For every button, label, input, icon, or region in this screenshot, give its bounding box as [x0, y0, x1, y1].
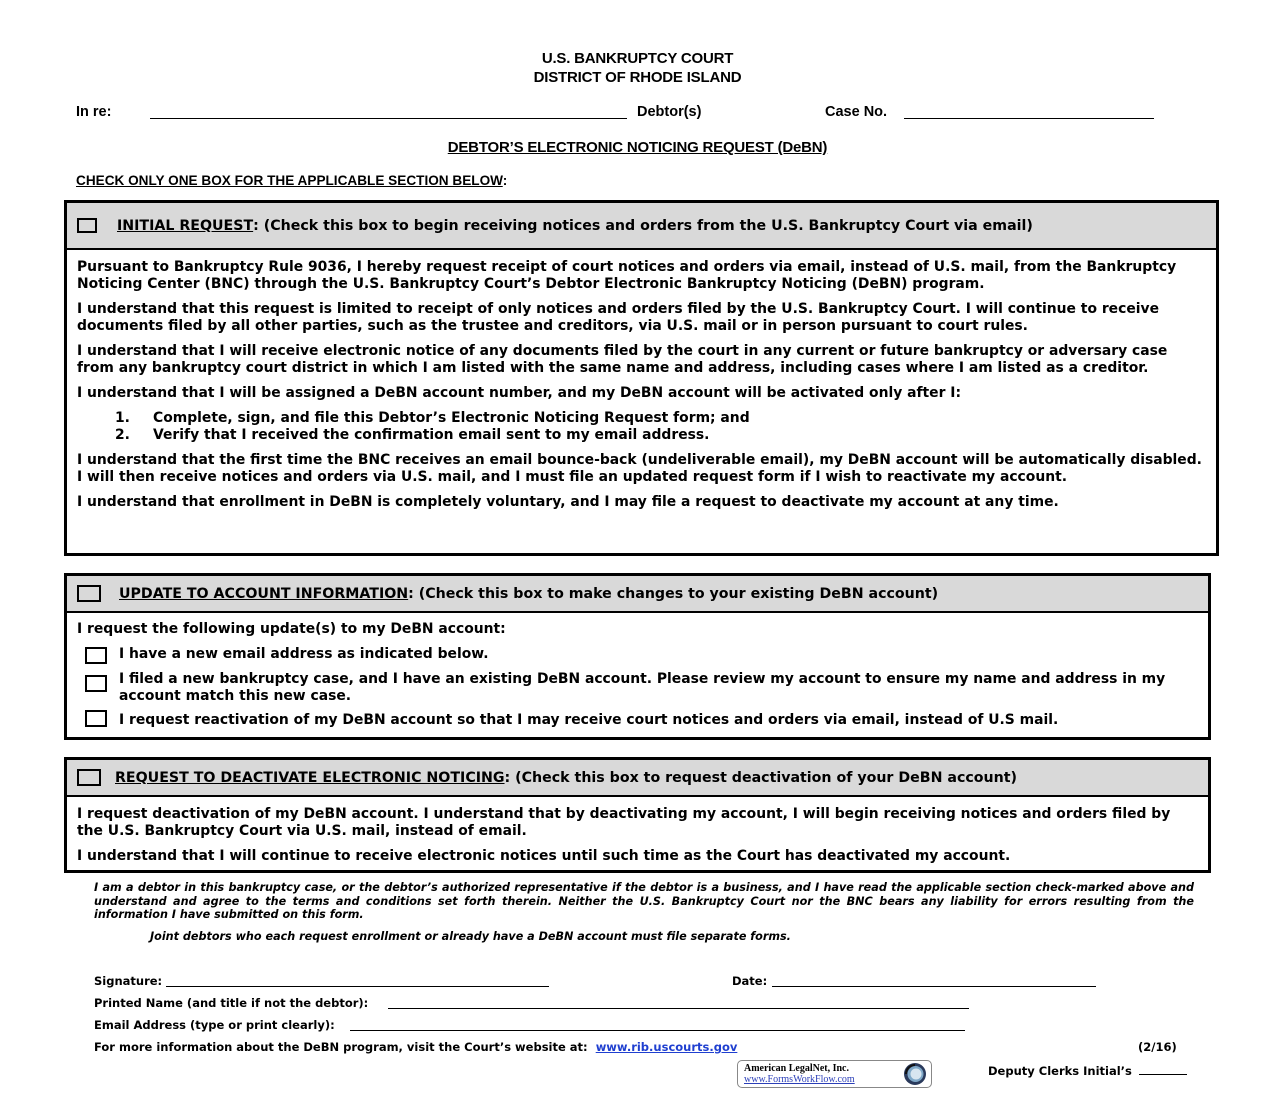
- globe-logo-icon: [903, 1062, 927, 1086]
- email-field[interactable]: [350, 1017, 965, 1031]
- update-account-body: [67, 613, 1208, 729]
- deactivate-section: [64, 757, 1211, 873]
- instruction: CHECK ONLY ONE BOX FOR THE APPLICABLE SECTION BELOW:: [76, 173, 508, 188]
- deactivate-body: [67, 797, 1208, 865]
- update-option-reactivate: I request reactivation of my DeBN account so that I may receive court notices and orders via email, instead of U.S mail.: [77, 712, 1198, 729]
- printed-name-label: Printed Name (and title if not the debtor):: [94, 996, 369, 1010]
- date-label: Date:: [732, 974, 768, 988]
- initial-request-section: [64, 200, 1219, 556]
- in-re-field[interactable]: [150, 104, 627, 119]
- paragraph: Pursuant to Bankruptcy Rule 9036, I hereby request receipt of court notices and orders via email, instead of U.S. mail, from the Bankruptcy Noticing Center (BNC) through the U.S. Bankruptcy Court’s Debtor Electronic Bankruptcy Noticing (DeBN) program.: [77, 259, 1177, 292]
- paragraph: I understand that I will receive electronic notice of any documents filed by the court in any current or future bankruptcy or adversary case from any bankruptcy court district in which I am listed with the same name and address, including cases where I am listed as a creditor.: [77, 343, 1168, 376]
- update-account-title: UPDATE TO ACCOUNT INFORMATION: [119, 585, 409, 602]
- new-email-checkbox[interactable]: [85, 647, 107, 664]
- watermark-url[interactable]: www.FormsWorkFlow.com: [744, 1074, 855, 1085]
- court-district: DISTRICT OF RHODE ISLAND: [533, 69, 742, 86]
- revision-date: (2/16): [1138, 1040, 1177, 1054]
- deactivate-title: REQUEST TO DEACTIVATE ELECTRONIC NOTICING: [115, 769, 505, 786]
- initial-request-body: [67, 250, 1216, 511]
- deactivate-desc: : (Check this box to request deactivation of your DeBN account): [504, 769, 1017, 786]
- court-name: U.S. BANKRUPTCY COURT: [541, 50, 734, 67]
- deactivate-checkbox[interactable]: [77, 769, 101, 786]
- joint-debtors-note: Joint debtors who each request enrollment or already have a DeBN account must file separate forms.: [150, 930, 791, 943]
- update-intro: I request the following update(s) to my DeBN account:: [77, 621, 506, 637]
- in-re-label: In re:: [76, 104, 112, 120]
- signature-label: Signature:: [94, 974, 163, 988]
- signature-field[interactable]: [166, 973, 549, 987]
- initial-request-desc: : (Check this box to begin receiving notices and orders from the U.S. Bankruptcy Court via email): [253, 217, 1033, 234]
- court-website-link[interactable]: www.rib.uscourts.gov: [595, 1040, 738, 1054]
- watermark-company: American LegalNet, Inc.: [744, 1063, 849, 1074]
- deputy-clerk-initials: Deputy Clerks Initial’s: [988, 1062, 1187, 1078]
- certification-text: I am a debtor in this bankruptcy case, or the debtor’s authorized representative if the debtor is a business, and I have read the applicable section check-marked above and understand and agree to the terms and conditions set forth therein. Neither the U.S. Bankruptcy Court nor the BNC bears any liability for errors resulting from the information I have submitted on this form.: [94, 881, 1194, 921]
- american-legalnet-watermark: [737, 1060, 932, 1088]
- list-item: 2. Verify that I received the confirmation email sent to my email address.: [115, 427, 710, 443]
- deactivate-header: [67, 760, 1208, 797]
- reactivate-checkbox[interactable]: [85, 710, 107, 727]
- update-option-new-email: I have a new email address as indicated below.: [77, 646, 1198, 664]
- new-case-checkbox[interactable]: [85, 675, 107, 692]
- update-account-header: [67, 576, 1208, 613]
- activation-steps: [77, 410, 1206, 444]
- case-no-field[interactable]: [904, 104, 1154, 119]
- initial-request-checkbox[interactable]: [77, 218, 97, 233]
- case-no-label: Case No.: [825, 104, 888, 120]
- update-option-new-case: I filed a new bankruptcy case, and I have an existing DeBN account. Please review my account to ensure my name and address in my account match this new case.: [77, 671, 1198, 705]
- list-item: 1. Complete, sign, and file this Debtor’s Electronic Noticing Request form; and: [115, 410, 750, 426]
- paragraph: I understand that enrollment in DeBN is completely voluntary, and I may file a request to deactivate my account at any time.: [77, 494, 1059, 510]
- paragraph: I understand that this request is limited to receipt of only notices and orders filed by the U.S. Bankruptcy Court. I will continue to receive documents filed by all other parties, such as the trustee and creditors, via U.S. mail or in person pursuant to court rules.: [77, 301, 1159, 334]
- more-info-text: For more information about the DeBN program, visit the Court’s website at: www.rib.uscourts.gov: [94, 1040, 738, 1054]
- email-label: Email Address (type or print clearly):: [94, 1018, 335, 1032]
- deputy-initials-field[interactable]: [1139, 1062, 1187, 1075]
- update-account-desc: : (Check this box to make changes to your existing DeBN account): [408, 585, 939, 602]
- update-account-checkbox[interactable]: [77, 585, 101, 602]
- paragraph: I understand that I will be assigned a DeBN account number, and my DeBN account will be activated only after I:: [77, 385, 962, 401]
- initial-request-title: INITIAL REQUEST: [117, 217, 254, 234]
- paragraph: I understand that I will continue to receive electronic notices until such time as the Court has deactivated my account.: [77, 848, 1011, 864]
- paragraph: I understand that the first time the BNC receives an email bounce-back (undeliverable email), my DeBN account will be automatically disabled. I will then receive notices and orders via U.S. mail, and I must file an updated request form if I wish to reactivate my account.: [77, 452, 1202, 485]
- form-title: DEBTOR’S ELECTRONIC NOTICING REQUEST (DeBN): [447, 139, 828, 156]
- paragraph: I request deactivation of my DeBN account. I understand that by deactivating my account, I will begin receiving notices and orders filed by the U.S. Bankruptcy Court via U.S. mail, instead of email.: [77, 806, 1171, 839]
- initial-request-header: [67, 203, 1216, 250]
- date-field[interactable]: [772, 973, 1096, 987]
- debtor-label: Debtor(s): [637, 104, 702, 120]
- printed-name-field[interactable]: [388, 995, 969, 1009]
- update-account-section: [64, 573, 1211, 740]
